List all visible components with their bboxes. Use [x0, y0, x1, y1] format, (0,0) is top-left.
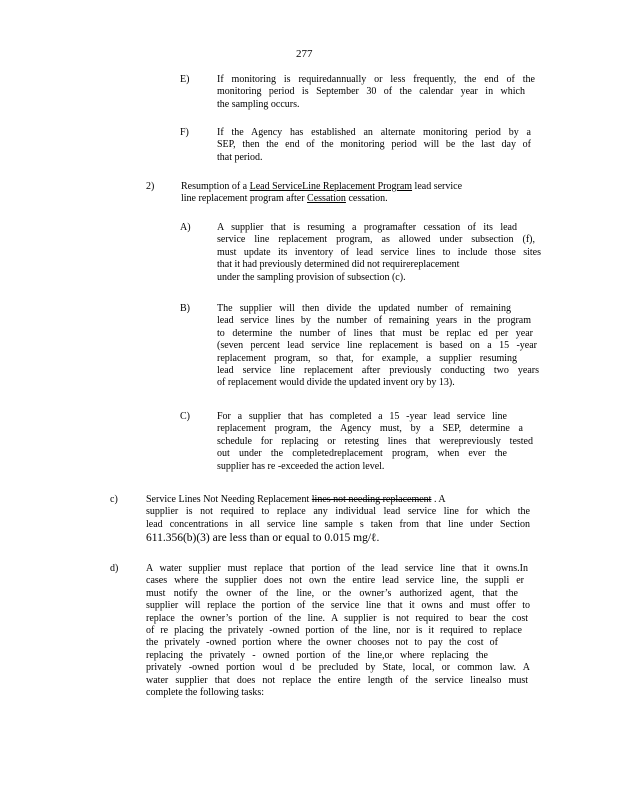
item-a-line-5: under the sampling provision of subsection (c).: [217, 271, 406, 283]
item-2-line-1: [181, 181, 521, 193]
item-b: [217, 303, 539, 390]
item-c-upper-line-4: out under the completedreplacement program, when ever the: [217, 448, 507, 460]
item-label-b: B): [180, 303, 190, 314]
program-title-underlined: Lead ServiceLine Replacement Program: [249, 181, 413, 192]
item-d-line-9: privately -owned portion woul d be precluded by State, local, or common law. A: [146, 662, 530, 674]
item-d-line-2: cases where the supplier does not own the entire lead service line, the suppli er: [146, 575, 524, 587]
item-a-line-4: that it had previously determined did not requirereplacement: [217, 259, 460, 271]
item-d-line-1: A water supplier must replace that portion of the lead service line that it owns.In: [146, 563, 528, 574]
item-label-d: d): [110, 563, 119, 574]
item-b-line-5: replacement program, so that, for example, a supplier resuming: [217, 352, 517, 364]
item-c-upper-line-5: supplier has re -exceeded the action level.: [217, 460, 385, 472]
item-2-line-1-suffix: lead service: [412, 181, 463, 192]
item-c-upper-line-2: replacement program, the Agency must, by a SEP, determine a: [217, 423, 523, 435]
item-d-line-6: of re placing the privately -owned portion of the line, nor is it required to replace: [146, 624, 522, 636]
item-label-a: A): [180, 222, 191, 233]
item-c-lower-line-2: supplier is not required to replace any individual lead service line for which the: [146, 506, 530, 518]
item-label-f: F): [180, 127, 189, 138]
item-e: [217, 74, 535, 111]
item-a: [217, 222, 541, 284]
item-f-line-2: SEP, then the end of the monitoring period will be the last day of: [217, 139, 531, 151]
item-b-line-2: lead service lines by the number of remaining years in the program: [217, 315, 531, 327]
item-f: [217, 127, 535, 164]
item-2-line-2-prefix: line replacement program after: [181, 193, 308, 205]
item-c-upper-line-1: For a supplier that has completed a 15 -year lead service line: [217, 411, 507, 422]
item-b-line-7: of replacement would divide the updated invent ory by 13).: [217, 377, 455, 389]
page-number: 277: [296, 48, 313, 60]
item-d-line-10: water supplier that does not replace the entire length of the service linealso must: [146, 674, 528, 686]
item-c-lower-line-3: lead concentrations in all service line sample s taken from that line under Section: [146, 518, 530, 530]
item-b-line-1: The supplier will then divide the updated number of remaining: [217, 303, 511, 314]
item-label-e: E): [180, 74, 190, 85]
item-c-lower-line-1-prefix: Service Lines Not Needing Replacement: [146, 494, 312, 505]
item-2: [181, 181, 521, 206]
item-f-line-3: that period.: [217, 151, 263, 163]
item-d-line-7: the privately -owned portion where the owner chooses not to pay the cost of: [146, 637, 498, 649]
item-c-lower-line-1-suffix: . A: [431, 494, 446, 505]
item-label-c-lower: c): [110, 494, 118, 505]
item-d: [146, 563, 530, 699]
item-a-line-1: A supplier that is resuming a programafter cessation of its lead: [217, 222, 517, 233]
item-d-line-5: replace the owner’s portion of the line. A supplier is not required to bear the cost: [146, 612, 528, 624]
struck-text: lines not needing replacement: [311, 494, 432, 505]
item-d-line-11: complete the following tasks:: [146, 686, 265, 698]
item-c-upper: [217, 411, 539, 473]
item-f-line-1: If the Agency has established an alternate monitoring period by a: [217, 127, 531, 138]
item-e-line-1: If monitoring is requiredannually or less frequently, the end of the: [217, 74, 535, 85]
item-2-line-2-suffix: cessation.: [345, 193, 388, 205]
item-c-lower: [146, 494, 530, 546]
item-a-line-2: service line replacement program, as allowed under subsection (f),: [217, 234, 535, 246]
item-label-c-upper: C): [180, 411, 190, 422]
item-2-line-2: [181, 193, 521, 205]
item-a-line-3: must update its inventory of lead service lines to include those sites: [217, 246, 541, 258]
item-b-line-6: lead service line replacement after previously conducting two years: [217, 364, 539, 376]
item-label-2: 2): [146, 181, 155, 192]
item-c-upper-line-3: schedule for replacing or retesting lines that werepreviously tested: [217, 435, 533, 447]
cessation-underlined: Cessation: [307, 193, 346, 205]
item-c-lower-line-1: [146, 494, 530, 506]
item-d-line-4: supplier will replace the portion of the service line that it owns and must offer to: [146, 600, 530, 612]
item-d-line-8: replacing the privately - owned portion of the line,or where replacing the: [146, 649, 488, 661]
item-e-line-2: monitoring period is September 30 of the calendar year in which: [217, 86, 525, 98]
item-e-line-3: the sampling occurs.: [217, 98, 300, 110]
item-b-line-3: to determine the number of lines that must be replac ed per year: [217, 327, 533, 339]
item-c-lower-line-4: 611.356(b)(3) are less than or equal to 0.015 mg/ℓ.: [146, 532, 380, 545]
item-b-line-4: (seven percent lead service line replacement is based on a 15 -year: [217, 340, 537, 352]
item-d-line-3: must notify the owner of the line, or the owner’s authorized agent, that the: [146, 587, 518, 599]
item-2-line-1-prefix: Resumption of a: [181, 181, 250, 192]
